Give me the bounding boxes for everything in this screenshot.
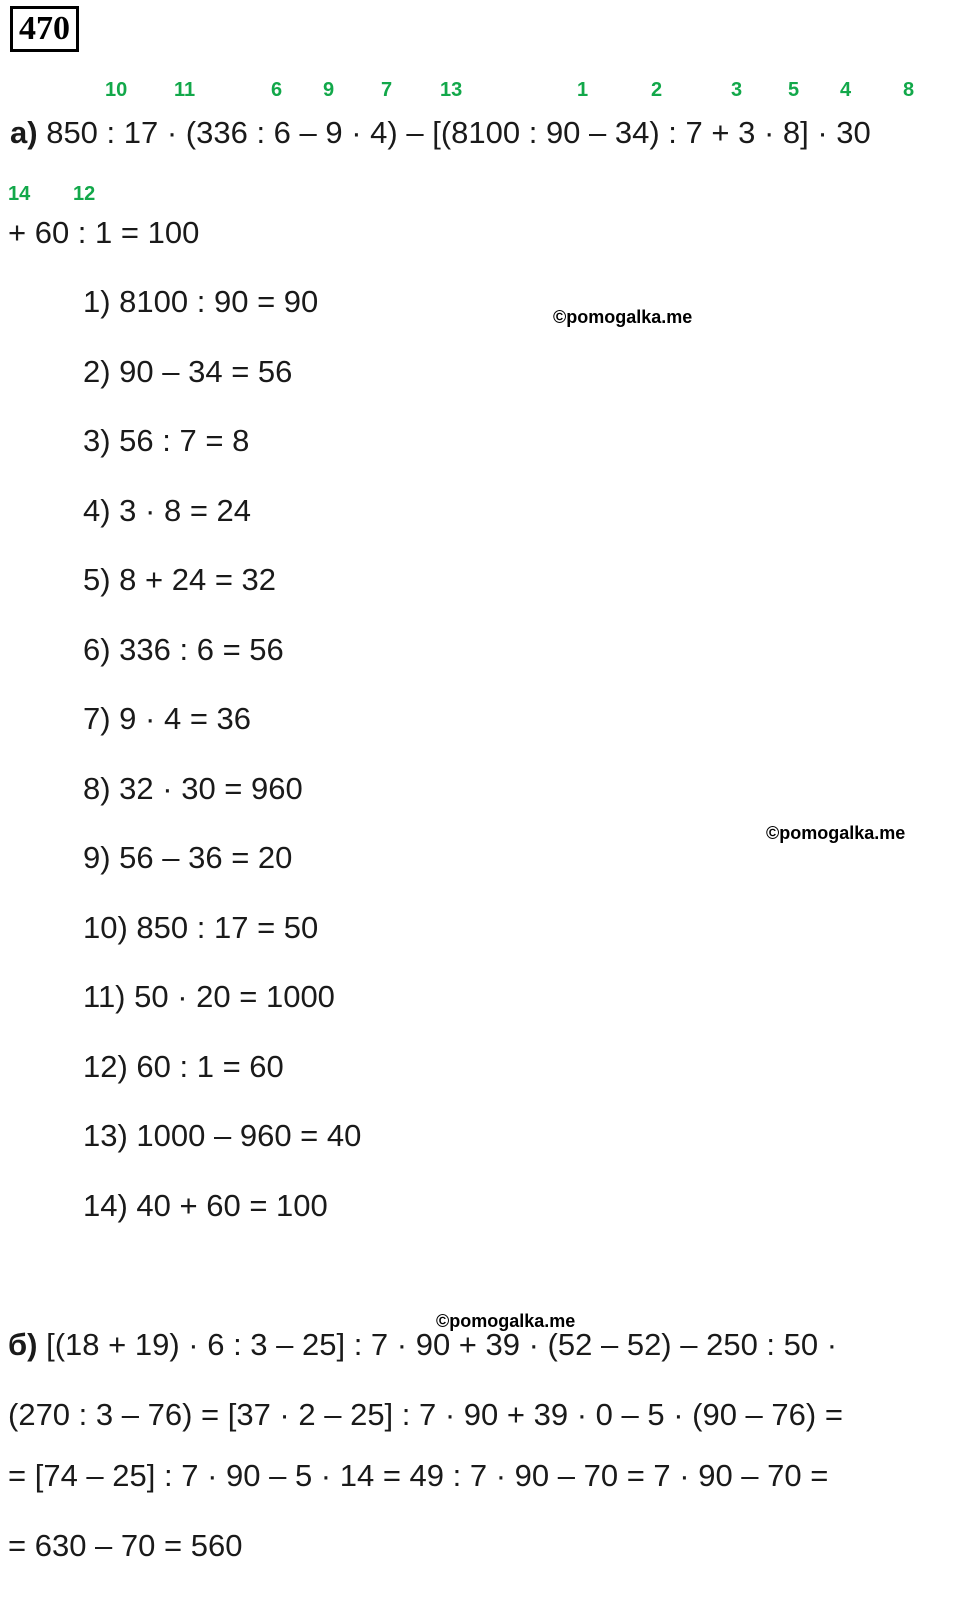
step-item: 10) 850 : 17 = 50 [83, 910, 319, 945]
order-number: 11 [174, 79, 196, 101]
step-item: 11) 50 · 20 = 1000 [83, 979, 335, 1014]
order-number: 5 [788, 79, 800, 101]
problem-number: 470 [10, 6, 79, 52]
part-b-label: б) [8, 1327, 38, 1362]
order-number: 3 [731, 79, 743, 101]
part-b-expression: [(18 + 19) · 6 : 3 – 25] : 7 · 90 + 39 · (52 – 52) – 250 : 50 · [46, 1327, 838, 1362]
part-a-expression-line2: + 60 : 1 = 100 [8, 215, 200, 250]
step-item: 9) 56 – 36 = 20 [83, 840, 293, 875]
step-item: 7) 9 · 4 = 36 [83, 701, 252, 736]
order-number: 4 [840, 79, 852, 101]
order-number: 1 [577, 79, 589, 101]
part-a-expression-line1 [10, 115, 871, 151]
step-item: 12) 60 : 1 = 60 [83, 1049, 284, 1084]
order-number: 2 [651, 79, 663, 101]
step-item: 6) 336 : 6 = 56 [83, 632, 284, 667]
part-a-expression: 850 : 17 · (336 : 6 – 9 · 4) – [(8100 : 90 – 34) : 7 + 3 · 8] · 30 [46, 115, 871, 150]
step-item: 5) 8 + 24 = 32 [83, 562, 277, 597]
step-item: 2) 90 – 34 = 56 [83, 354, 293, 389]
part-b-line4: = 630 – 70 = 560 [8, 1528, 243, 1563]
order-number: 13 [440, 79, 463, 101]
step-item: 4) 3 · 8 = 24 [83, 493, 252, 528]
step-item: 13) 1000 – 960 = 40 [83, 1118, 362, 1153]
step-item: 3) 56 : 7 = 8 [83, 423, 250, 458]
step-item: 14) 40 + 60 = 100 [83, 1188, 328, 1223]
part-a-label: а) [10, 115, 38, 150]
part-b-line3: = [74 – 25] : 7 · 90 – 5 · 14 = 49 : 7 · 90 – 70 = 7 · 90 – 70 = [8, 1458, 829, 1493]
step-item: 8) 32 · 30 = 960 [83, 771, 303, 806]
order-number: 8 [903, 79, 915, 101]
part-b-line1 [8, 1327, 837, 1363]
order-number: 14 [8, 183, 31, 205]
order-number: 9 [323, 79, 335, 101]
step-item: 1) 8100 : 90 = 90 [83, 284, 319, 319]
order-number: 12 [73, 183, 96, 205]
part-b-line2: (270 : 3 – 76) = [37 · 2 – 25] : 7 · 90 + 39 · 0 – 5 · (90 – 76) = [8, 1397, 843, 1432]
order-number: 6 [271, 79, 283, 101]
watermark: ©pomogalka.me [436, 1311, 576, 1331]
watermark: ©pomogalka.me [553, 307, 693, 327]
order-number: 7 [381, 79, 393, 101]
watermark: ©pomogalka.me [766, 823, 906, 843]
order-number: 10 [105, 79, 128, 101]
